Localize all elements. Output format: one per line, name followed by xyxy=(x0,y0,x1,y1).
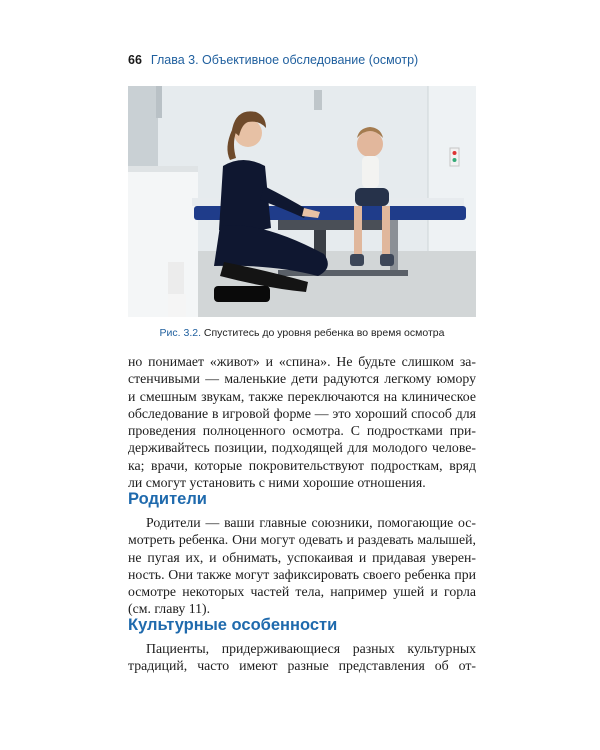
text-line: ка; врачи, которые покровительствуют подросткам, вряд xyxy=(128,457,476,473)
text-line: обследование в игровой форме — это хороший способ для xyxy=(128,405,476,421)
figure-photo xyxy=(128,86,476,317)
chapter-title: Глава 3. Объективное обследование (осмотр) xyxy=(150,53,419,67)
text-line: мотреть ребенка. Они могут одевать и раздевать малышей, xyxy=(128,532,476,548)
text-line: проведения полноценного осмотра. С подростками при- xyxy=(128,423,476,439)
text-line: и смешным звукам, также переключаются на клиническое xyxy=(128,388,476,404)
text-line: держивайтесь позиции, подходящей для молодого челове- xyxy=(128,440,476,456)
section-heading-culture: Культурные особенности xyxy=(128,616,338,634)
text-line: Родители — ваши главные союзники, помогающие ос- xyxy=(146,515,476,530)
text-line: но понимает «живот» и «спина». Не будьте слишком за- xyxy=(128,354,476,369)
paragraph-2 xyxy=(128,514,476,618)
text-line: (см. главу 11). xyxy=(128,601,211,617)
paragraph-3 xyxy=(128,640,476,675)
figure-label: Рис. 3.2. xyxy=(159,327,201,339)
section-heading-parents: Родители xyxy=(128,490,207,508)
text-line: осмотре некоторых частей тела, например ушей и горла xyxy=(128,584,476,600)
text-line: ли смогут установить с ними хорошие отношения. xyxy=(128,475,426,491)
figure-caption-text: Спуститесь до уровня ребенка во время осмотра xyxy=(201,327,445,339)
page-number: 66 xyxy=(128,53,142,67)
paragraph-1 xyxy=(128,353,476,491)
text-line: стенчивыми — маленькие дети радуются легкому юмору xyxy=(128,371,476,387)
running-header xyxy=(128,53,488,71)
text-line: Пациенты, придерживающиеся разных культурных xyxy=(146,641,476,656)
text-line: не пугая их, и обнимать, успокаивая и придавая уверен- xyxy=(128,549,476,565)
text-line: традиций, часто имеют разные представления об от- xyxy=(128,658,476,674)
text-line: ность. Они также могут зафиксировать своего ребенка при xyxy=(128,566,476,582)
figure-caption xyxy=(128,327,476,339)
